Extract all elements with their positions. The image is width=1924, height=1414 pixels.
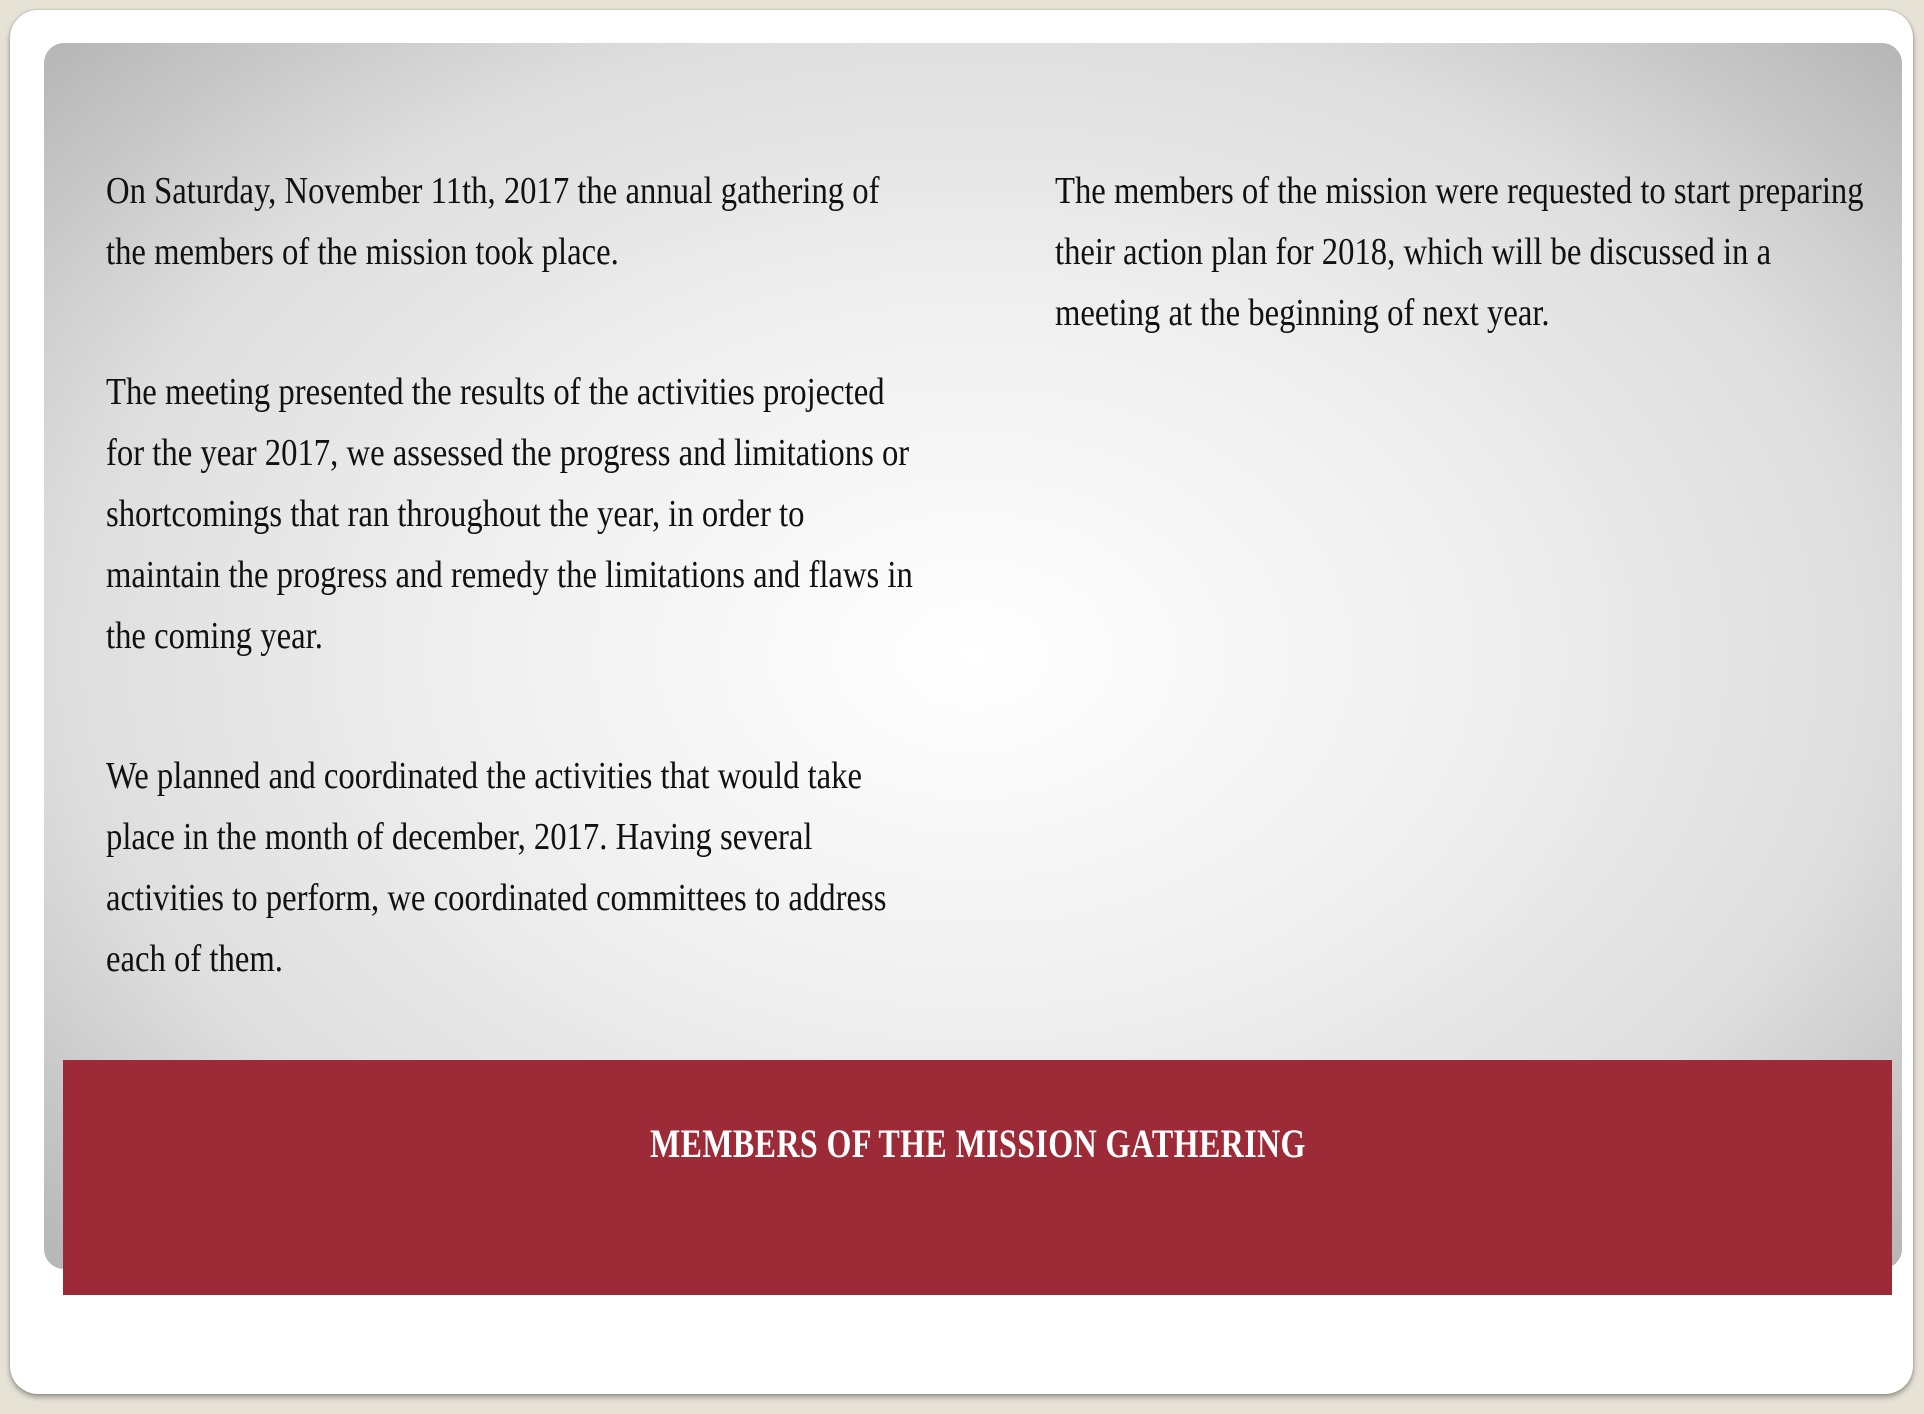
- paragraph-action-plan: The members of the mission were requested to start preparing their action plan for 2018, which will be discussed in a meeting at the beginning of next year.: [1055, 170, 1864, 334]
- left-text-column: [106, 161, 923, 1069]
- slide-title-text: MEMBERS OF THE MISSION GATHERING: [649, 1121, 1306, 1166]
- slide-title: [63, 1120, 1892, 1167]
- paragraph-december-activities: We planned and coordinated the activities that would take place in the month of december, 2017. Having several activities to perform, we coordinated committees to address each of them.: [106, 755, 887, 980]
- title-banner: [63, 1060, 1892, 1295]
- slide-page: [10, 10, 1913, 1394]
- right-text-column: [1055, 161, 1872, 423]
- paragraph-annual-gathering: On Saturday, November 11th, 2017 the annual gathering of the members of the mission took place.: [106, 170, 880, 273]
- paragraph-meeting-results: The meeting presented the results of the activities projected for the year 2017, we assessed the progress and limitations or shortcomings that ran throughout the year, in order to maintain the progress and remedy the limitations and flaws in the coming year.: [106, 371, 913, 657]
